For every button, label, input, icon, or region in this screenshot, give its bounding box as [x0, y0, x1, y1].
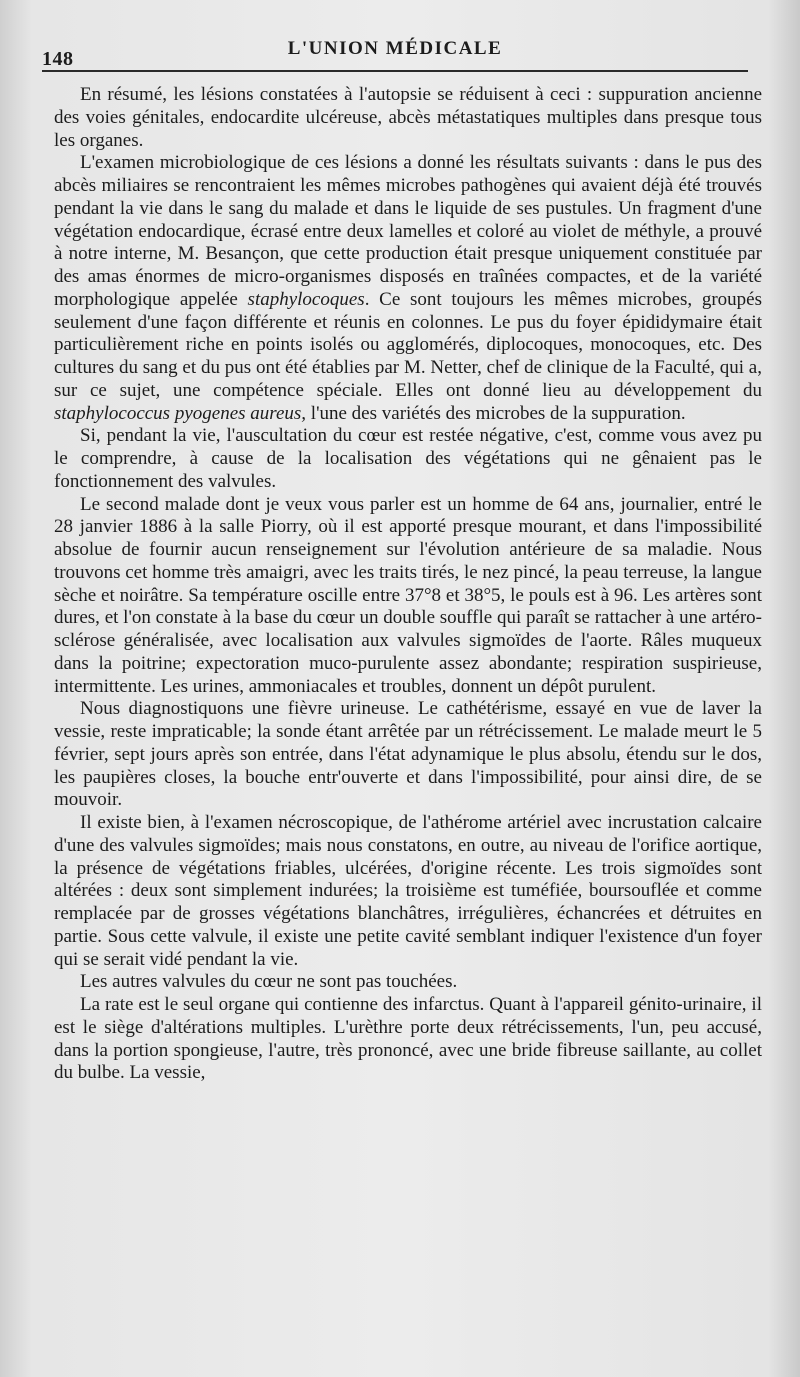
paragraph-second-patient-text: Le second malade dont je veux vous parler est un homme de 64 ans, journalier, entré le 28 janvier 1886 à la salle Piorry, où il est apporté presque mourant, et dans l'impossibilité absolue de fournir aucun renseignement sur l'évolution antérieure de sa maladie. Nous trouvons cet homme très amaigri, avec les traits tirés, le nez pincé, la peau terreuse, la langue sèche et noirâtre. Sa température oscille entre 37°8 et 38°5, le pouls est à 96. Les artères sont dures, et l'on constate à la base du cœur un double souffle qui paraît se rattacher à une artéro-sclérose généralisée, avec localisation aux valvules sigmoïdes de l'aorte. Râles muqueux dans la poitrine; expectoration muco-purulente assez abondante; respiration suspirieuse, intermittente. Les urines, ammoniacales et troubles, donnent un dépôt purulent.	[54, 493, 762, 697]
page-number: 148	[42, 48, 74, 70]
paragraph-other-valves	[54, 971, 762, 994]
paragraph-microbiology-text-1: L'examen microbiologique de ces lésions a donné les résultats suivants : dans le pus des abcès miliaires se rencontraient les mêmes microbes pathogènes qui avaient déjà été trouvés pendant la vie dans le sang du malade et dans le liquide de ses pustules. Un fragment d'une végétation endocardique, écrasé entre deux lamelles et coloré au violet de méthyle, a prouvé à notre interne, M. Besançon, que cette production était presque uniquement constituée par des amas énormes de micro-organismes disposés en traînées compactes, et de la variété morphologique appelée	[54, 152, 762, 310]
paragraph-diagnosis	[54, 698, 762, 812]
paragraph-necroscopy	[54, 812, 762, 971]
paragraph-auscultation-text: Si, pendant la vie, l'auscultation du cœur est restée négative, c'est, comme vous avez pu le comprendre, à cause de la localisation des végétations qui ne gênaient pas le fonctionnement des valvules.	[54, 425, 762, 492]
paragraph-second-patient	[54, 494, 762, 699]
term-staphylocoques: staphylocoques	[247, 288, 365, 310]
paragraph-auscultation	[54, 425, 762, 493]
paragraph-summary-text: En résumé, les lésions constatées à l'autopsie se réduisent à ceci : suppuration ancienne des voies génitales, endocardite ulcéreuse, abcès métastatiques multiples dans presque tous les organes.	[54, 84, 762, 151]
paragraph-spleen	[54, 994, 762, 1085]
term-staphylococcus-aureus: staphylococcus pyogenes aureus,	[54, 402, 307, 424]
running-title: L'UNION MÉDICALE	[287, 38, 503, 59]
paragraph-summary	[54, 84, 762, 152]
paragraph-microbiology-text-3: l'une des variétés des microbes de la suppuration.	[306, 402, 686, 424]
paragraph-necroscopy-text: Il existe bien, à l'examen nécroscopique, de l'athérome artériel avec incrustation calcaire d'une des valvules sigmoïdes; mais nous constatons, en outre, au niveau de l'orifice aortique, la présence de végétations friables, ulcérées, d'origine récente. Les trois sigmoïdes sont altérées : deux sont simplement indurées; la troisième est tuméfiée, boursouflée et comme remplacée par de grosses végétations blanchâtres, irrégulières, échancrées et détruites en partie. Sous cette valvule, il existe une petite cavité semblant indiquer l'existence d'un foyer qui se serait vidé pendant la vie.	[54, 812, 762, 970]
paragraph-microbiology-text-2: . Ce sont toujours les mêmes microbes, groupés seulement d'une façon différente et réunis en colonnes. Le pus du foyer épididymaire était particulièrement riche en points isolés ou agglomérés, diplocoques, monocoques, etc. Des cultures du sang et du pus ont été établies par M. Netter, chef de clinique de la Faculté, qui a, sur ce sujet, une compétence spéciale. Elles ont donné lieu au développement du	[54, 288, 763, 401]
header-rule	[42, 70, 748, 72]
paragraph-diagnosis-text: Nous diagnostiquons une fièvre urineuse. Le cathétérisme, essayé en vue de laver la vessie, reste impraticable; la sonde étant arrêtée par un rétrécissement. Le malade meurt le 5 février, sept jours après son entrée, dans l'état adynamique le plus absolu, étendu sur le dos, les paupières closes, la bouche entr'ouverte et dans l'impossibilité, pour ainsi dire, de se mouvoir.	[54, 698, 762, 811]
paragraph-spleen-text: La rate est le seul organe qui contienne des infarctus. Quant à l'appareil génito-urinaire, il est le siège d'altérations multiples. L'urèthre porte deux rétrécissements, l'un, peu accusé, dans la portion spongieuse, l'autre, très prononcé, avec une bride fibreuse saillante, au collet du bulbe. La vessie,	[54, 994, 762, 1084]
paragraph-other-valves-text: Les autres valvules du cœur ne sont pas touchées.	[80, 971, 458, 993]
page-header	[42, 38, 748, 72]
article-body	[54, 84, 762, 1085]
paragraph-microbiology	[54, 152, 762, 425]
